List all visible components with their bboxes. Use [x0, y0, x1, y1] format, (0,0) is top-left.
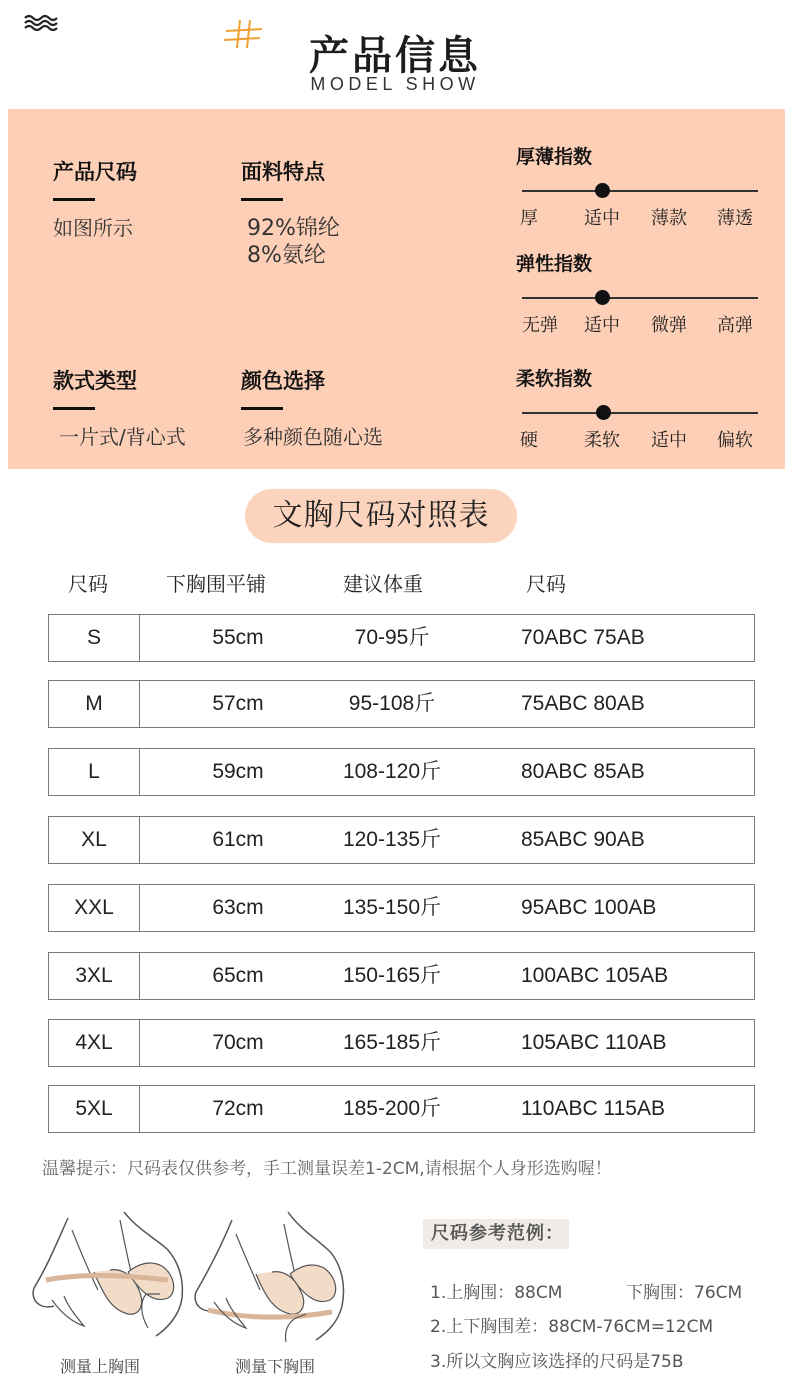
- index-labels: [516, 426, 766, 450]
- index-title: 厚薄指数: [516, 146, 593, 168]
- column-header-size: 尺码: [68, 572, 108, 596]
- cell-size: S: [49, 615, 140, 661]
- table-row: [48, 1019, 755, 1067]
- cell-size: 5XL: [49, 1086, 140, 1132]
- color-block: [241, 365, 383, 451]
- index-option: 硬: [520, 430, 538, 451]
- index-labels: [516, 204, 766, 228]
- cell-cup: 110ABC 115AB: [521, 1097, 665, 1120]
- cell-cup: 95ABC 100AB: [521, 896, 657, 919]
- cell-size: L: [49, 749, 140, 795]
- cell-cup: 85ABC 90AB: [521, 828, 645, 851]
- divider: [241, 198, 283, 201]
- index-option: 偏软: [717, 430, 753, 451]
- cell-weight: 108-120斤: [342, 760, 442, 783]
- reference-line-result: 3.所以文胸应该选择的尺码是75B: [430, 1352, 684, 1372]
- cell-cup: 70ABC 75AB: [521, 626, 645, 649]
- divider: [241, 407, 283, 410]
- measure-upper-bust-illustration: [28, 1210, 188, 1350]
- cell-underbust: 70cm: [212, 1031, 264, 1054]
- cell-underbust: 55cm: [212, 626, 264, 649]
- fabric-value-line2: 8%氨纶: [247, 243, 326, 268]
- size-chart-title: 文胸尺码对照表: [245, 489, 517, 543]
- cell-weight: 70-95斤: [354, 626, 430, 649]
- page-title: 产品信息: [309, 33, 481, 79]
- reference-line-upper: 1.上胸围：88CM: [430, 1283, 563, 1303]
- style-block: [53, 365, 186, 451]
- index-marker: [595, 183, 610, 198]
- table-row: [48, 952, 755, 1000]
- cell-size: 3XL: [49, 953, 140, 999]
- cell-weight: 120-135斤: [342, 828, 442, 851]
- index-option: 适中: [651, 430, 687, 451]
- table-row: [48, 884, 755, 932]
- index-scale: [522, 412, 758, 414]
- cell-size: 4XL: [49, 1020, 140, 1066]
- cell-weight: 150-165斤: [342, 964, 442, 987]
- cell-weight: 165-185斤: [342, 1031, 442, 1054]
- cell-size: XL: [49, 817, 140, 863]
- elasticity-index: [516, 249, 766, 335]
- measurement-tip: 温馨提示：尺码表仅供参考，手工测量误差1-2CM,请根据个人身形选购喔！: [42, 1159, 612, 1179]
- index-title: 柔软指数: [516, 368, 593, 390]
- column-header-cup: 尺码: [526, 572, 566, 596]
- style-label: 款式类型: [53, 369, 137, 393]
- style-value: 一片式/背心式: [59, 425, 186, 449]
- color-value: 多种颜色随心选: [243, 425, 383, 449]
- table-row: [48, 1085, 755, 1133]
- index-marker: [595, 290, 610, 305]
- cell-weight: 95-108斤: [348, 692, 436, 715]
- info-panel: [8, 109, 785, 469]
- index-option: 薄款: [651, 208, 687, 229]
- cell-size: XXL: [49, 885, 140, 931]
- index-option: 适中: [584, 315, 620, 336]
- thickness-index: [516, 142, 766, 228]
- index-option: 微弹: [651, 315, 687, 336]
- color-label: 颜色选择: [241, 369, 325, 393]
- page-subtitle: MODEL SHOW: [310, 74, 480, 94]
- fabric-block: [241, 156, 340, 269]
- index-option: 柔软: [584, 430, 620, 451]
- cell-weight: 185-200斤: [342, 1097, 442, 1120]
- index-option: 薄透: [717, 208, 753, 229]
- cell-underbust: 72cm: [212, 1097, 264, 1120]
- table-row: [48, 680, 755, 728]
- fabric-value: [241, 215, 340, 269]
- index-option: 厚: [520, 208, 538, 229]
- index-scale: [522, 297, 758, 299]
- cell-underbust: 63cm: [212, 896, 264, 919]
- table-row: [48, 614, 755, 662]
- caption-upper-bust: 测量上胸围: [60, 1357, 141, 1376]
- index-marker: [596, 405, 611, 420]
- index-option: 高弹: [717, 315, 753, 336]
- cell-underbust: 65cm: [212, 964, 264, 987]
- cell-underbust: 57cm: [212, 692, 264, 715]
- index-scale: [522, 190, 758, 192]
- divider: [53, 198, 95, 201]
- reference-line-under: 下胸围：76CM: [626, 1283, 743, 1303]
- fabric-label: 面料特点: [241, 160, 325, 184]
- softness-index: [516, 364, 766, 450]
- column-header-underbust: 下胸围平铺: [166, 572, 266, 596]
- cell-underbust: 59cm: [212, 760, 264, 783]
- product-size-value: 如图所示: [53, 216, 133, 240]
- index-option: 无弹: [522, 315, 558, 336]
- product-size-label: 产品尺码: [53, 160, 137, 184]
- caption-under-bust: 测量下胸围: [235, 1357, 316, 1376]
- cell-cup: 80ABC 85AB: [521, 760, 645, 783]
- cell-size: M: [49, 681, 140, 727]
- cell-cup: 100ABC 105AB: [521, 964, 669, 987]
- cell-underbust: 61cm: [212, 828, 264, 851]
- table-row: [48, 748, 755, 796]
- fabric-value-line1: 92%锦纶: [247, 216, 340, 241]
- measure-under-bust-illustration: [188, 1210, 348, 1350]
- cell-weight: 135-150斤: [342, 896, 442, 919]
- product-size-block: [53, 156, 137, 242]
- divider: [53, 407, 95, 410]
- index-labels: [516, 311, 766, 335]
- index-title: 弹性指数: [516, 253, 593, 275]
- index-option: 适中: [584, 208, 620, 229]
- cell-cup: 105ABC 110AB: [521, 1031, 667, 1054]
- reference-line-diff: 2.上下胸围差：88CM-76CM=12CM: [430, 1317, 714, 1337]
- column-header-weight: 建议体重: [343, 572, 423, 596]
- cell-cup: 75ABC 80AB: [521, 692, 645, 715]
- reference-title: 尺码参考范例：: [423, 1219, 569, 1249]
- table-row: [48, 816, 755, 864]
